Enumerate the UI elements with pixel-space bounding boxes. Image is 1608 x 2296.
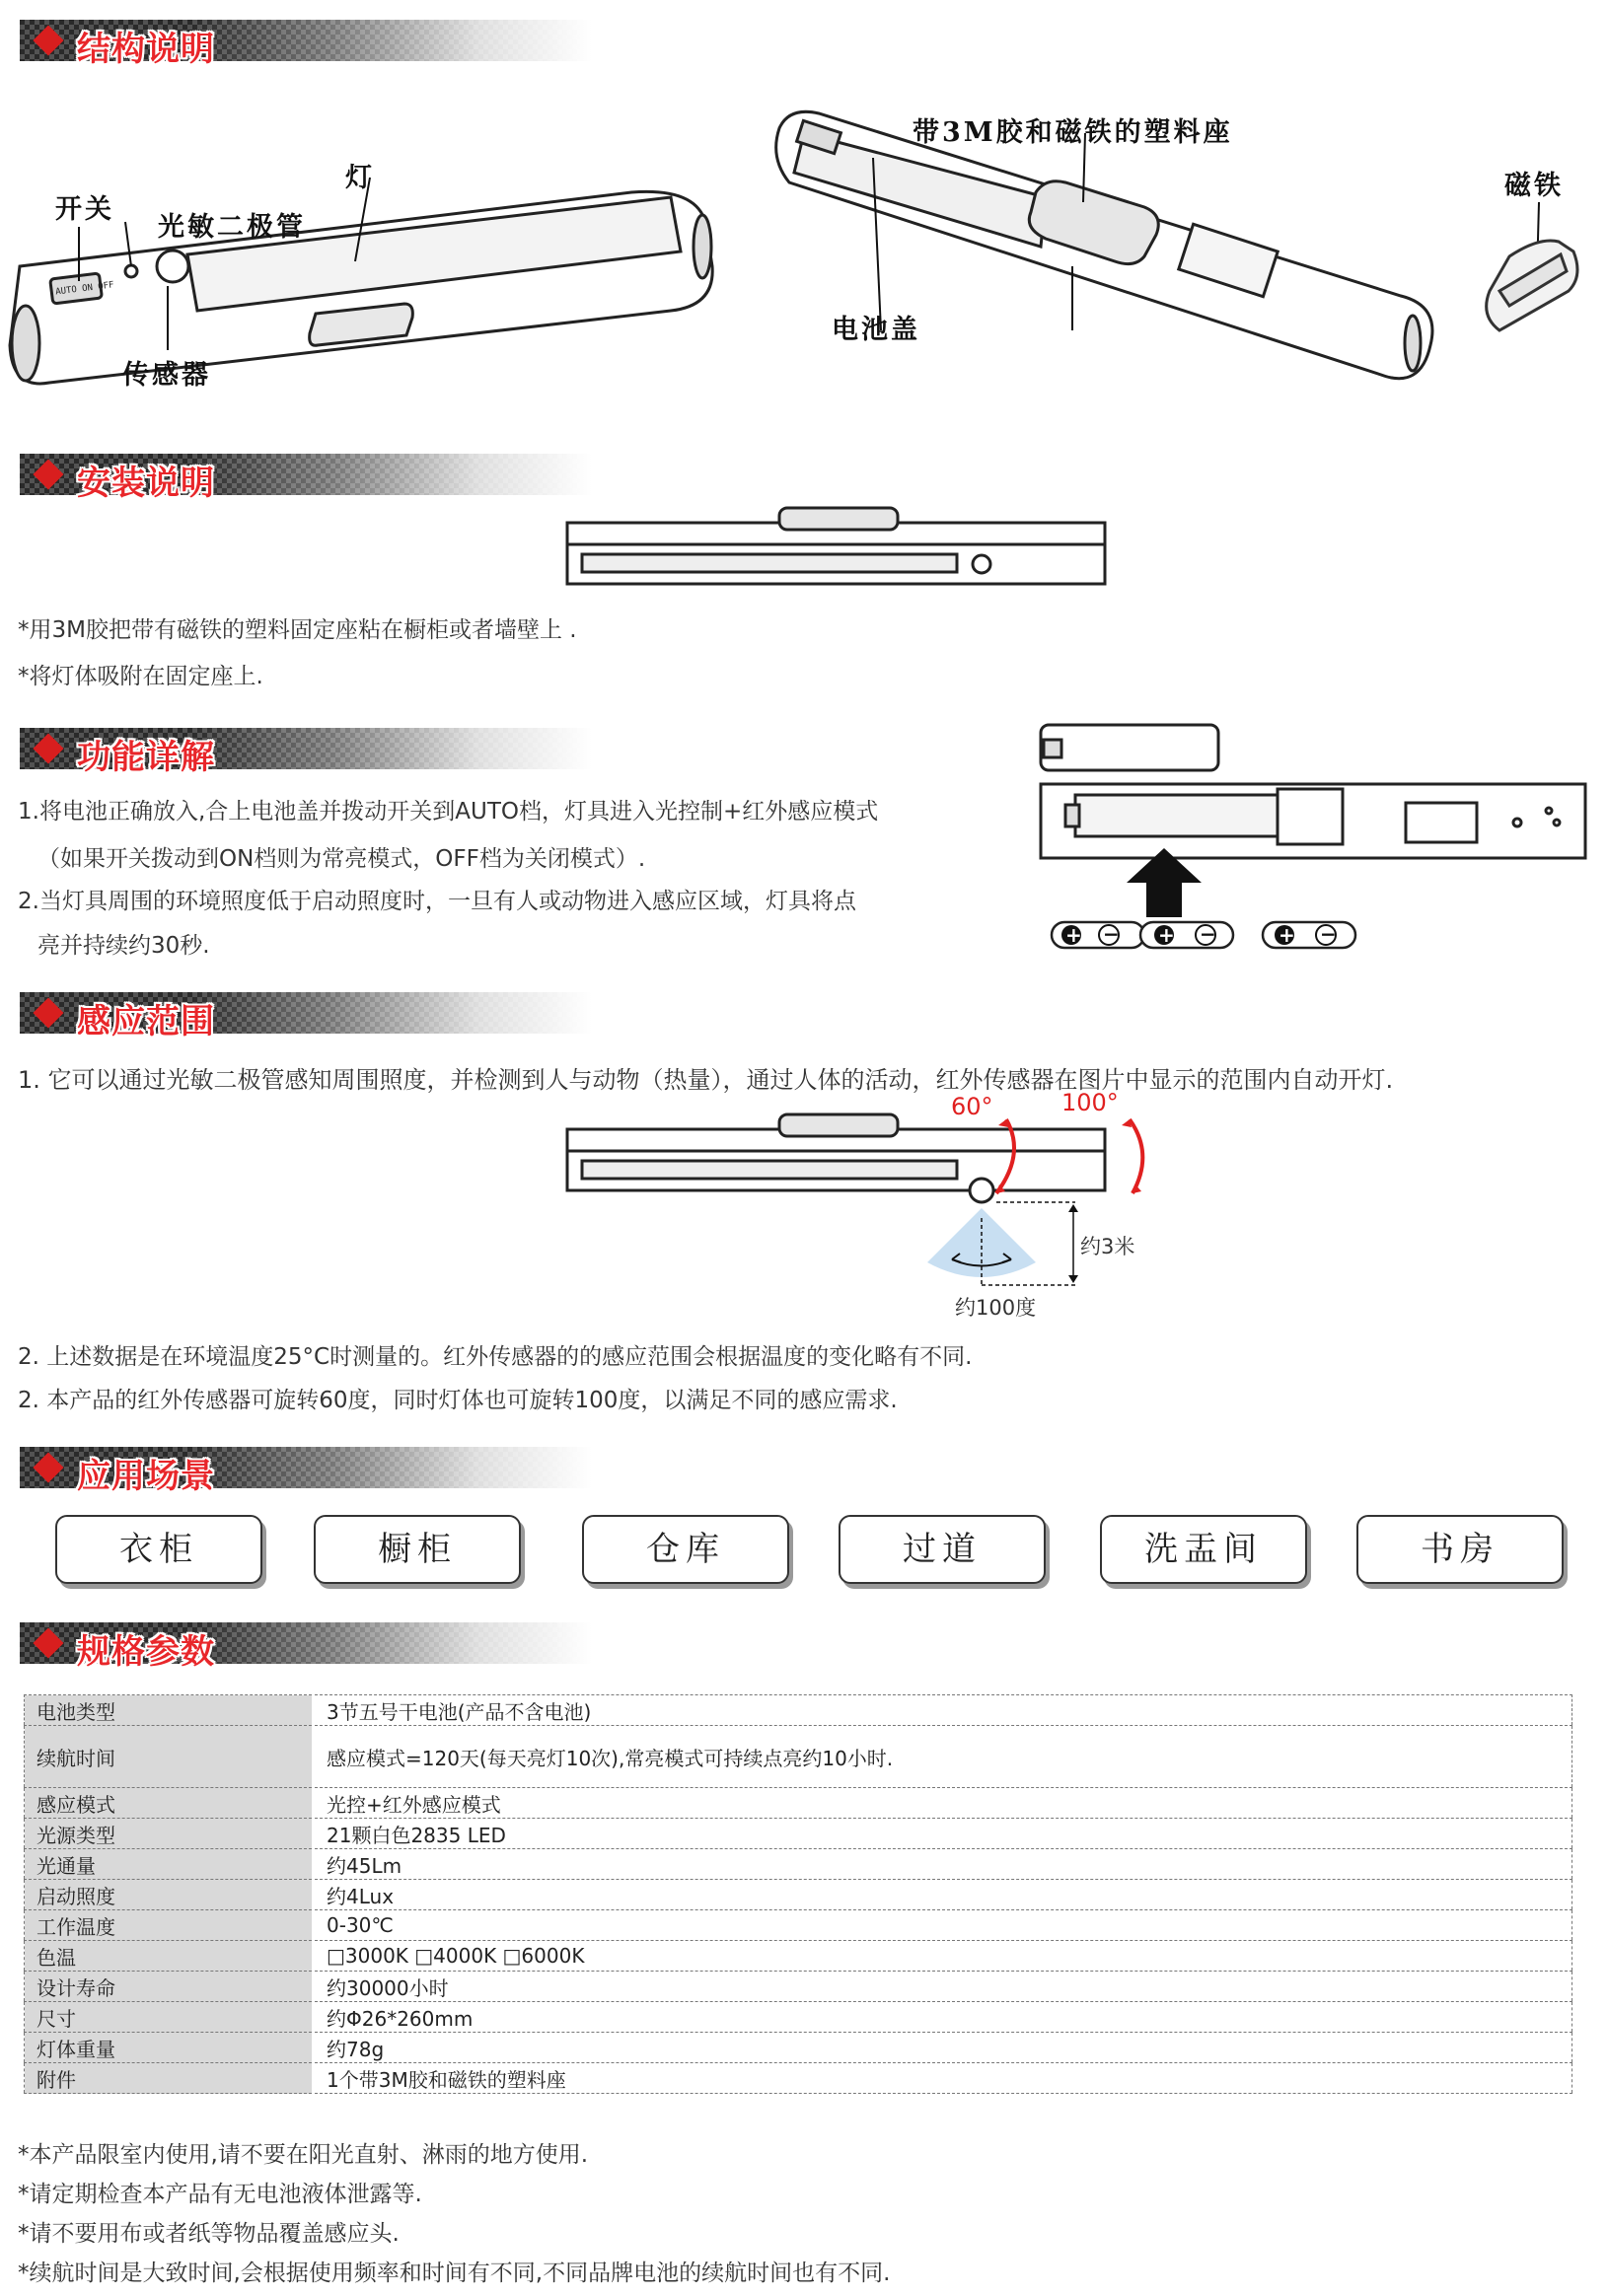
svg-text:+: + (1279, 923, 1295, 947)
spec-table (24, 1694, 1572, 2094)
table-row (25, 1788, 1572, 1819)
section-title: 安装说明 (77, 464, 215, 503)
section-title: 规格参数 (77, 1632, 215, 1672)
label-photodiode: 光敏二极管 (158, 212, 306, 243)
sensing-note-1: 2. 上述数据是在环境温度25°C时测量的。红外传感器的的感应范围会根据温度的变化略有不同. (18, 1344, 973, 1370)
switch-label-text: AUTO ON OFF (54, 280, 115, 298)
spec-value: 感应模式=120天(每天亮灯10次),常亮模式可持续点亮约10小时. (314, 1726, 1572, 1788)
section-header-function (20, 728, 592, 777)
scene-tag: 洗盂间 (1100, 1515, 1307, 1584)
spec-key: 感应模式 (25, 1788, 314, 1819)
install-note-2: *将灯体吸附在固定座上. (18, 664, 263, 689)
spec-key: 色温 (25, 1941, 314, 1972)
svg-text:−: − (1103, 922, 1120, 946)
label-switch: 开关 (55, 194, 114, 225)
footer-note-2: *请定期检查本产品有无电池液体泄露等. (18, 2182, 422, 2207)
spec-key: 灯体重量 (25, 2033, 314, 2063)
spec-value: 光控+红外感应模式 (314, 1788, 1572, 1819)
function-note-1: 1.将电池正确放入,合上电池盖并拨动开关到AUTO档，灯具进入光控制+红外感应模式 (18, 799, 879, 825)
table-row (25, 1880, 1572, 1910)
table-row (25, 1819, 1572, 1849)
function-note-3: 2.当灯具周围的环境照度低于启动照度时，一旦有人或动物进入感应区域，灯具将点 (18, 889, 856, 914)
function-note-4: 亮并持续约30秒. (37, 933, 210, 959)
table-row (25, 2033, 1572, 2063)
section-header-scenes (20, 1447, 592, 1496)
install-note-1: *用3M胶把带有磁铁的塑料固定座粘在橱柜或者墙壁上 . (18, 617, 577, 643)
lamp-angle-label: 100° (1061, 1089, 1119, 1116)
spec-key: 续航时间 (25, 1726, 314, 1788)
table-row (25, 2063, 1572, 2094)
sensor-angle-label: 60° (951, 1093, 993, 1120)
spec-key: 启动照度 (25, 1880, 314, 1910)
section-title: 感应范围 (77, 1002, 215, 1041)
label-lamp: 灯 (345, 163, 375, 193)
section-title: 功能详解 (77, 738, 215, 777)
spec-value: 约30000小时 (314, 1972, 1572, 2002)
magnet-illustration (1470, 197, 1598, 345)
spec-value: 约4Lux (314, 1880, 1572, 1910)
svg-text:−: − (1200, 922, 1216, 946)
footer-note-3: *请不要用布或者纸等物品覆盖感应头. (18, 2221, 400, 2247)
footer-note-4: *续航时间是大致时间,会根据使用频率和时间有不同,不同品牌电池的续航时间也有不同. (18, 2260, 891, 2286)
spec-value: 约Φ26*260mm (314, 2002, 1572, 2033)
spec-key: 工作温度 (25, 1910, 314, 1941)
table-row (25, 1695, 1572, 1726)
spec-value: 3节五号干电池(产品不含电池) (314, 1695, 1572, 1726)
svg-text:+: + (1158, 923, 1175, 947)
spec-key: 电池类型 (25, 1695, 314, 1726)
spec-value: 1个带3M胶和磁铁的塑料座 (314, 2063, 1572, 2094)
table-row (25, 1726, 1572, 1788)
svg-text:−: − (1320, 922, 1337, 946)
table-row (25, 1910, 1572, 1941)
spec-value: 约45Lm (314, 1849, 1572, 1880)
label-battery-cover: 电池盖 (832, 315, 920, 345)
section-header-specs (20, 1622, 592, 1672)
section-header-sensing (20, 992, 592, 1041)
table-row (25, 2002, 1572, 2033)
label-base: 带3M胶和磁铁的塑料座 (913, 117, 1233, 148)
table-row (25, 1972, 1572, 2002)
section-title: 结构说明 (77, 30, 215, 69)
battery-install-illustration (1036, 720, 1598, 957)
sensing-illustration (562, 1100, 1174, 1331)
distance-label: 约3米 (1080, 1235, 1135, 1258)
spec-key: 尺寸 (25, 2002, 314, 2033)
spec-value: 0-30℃ (314, 1910, 1572, 1941)
sensing-note-2: 2. 本产品的红外传感器可旋转60度，同时灯体也可旋转100度，以满足不同的感应需求. (18, 1388, 898, 1413)
spec-key: 附件 (25, 2063, 314, 2094)
section-header-install (20, 454, 592, 503)
spec-value: 21颗白色2835 LED (314, 1819, 1572, 1849)
install-illustration (562, 503, 1115, 592)
scene-tag: 书房 (1356, 1515, 1564, 1584)
spec-key: 设计寿命 (25, 1972, 314, 2002)
scene-tag: 过道 (839, 1515, 1046, 1584)
spec-key: 光通量 (25, 1849, 314, 1880)
scene-tag: 橱柜 (314, 1515, 521, 1584)
section-title: 应用场景 (77, 1457, 215, 1496)
section-header-structure (20, 20, 592, 69)
spec-value: □3000K □4000K □6000K (314, 1941, 1572, 1972)
spec-value: 约78g (314, 2033, 1572, 2063)
table-row (25, 1941, 1572, 1972)
footer-note-1: *本产品限室内使用,请不要在阳光直射、淋雨的地方使用. (18, 2142, 589, 2168)
label-sensor: 传感器 (122, 360, 211, 391)
svg-text:+: + (1065, 923, 1082, 947)
spec-key: 光源类型 (25, 1819, 314, 1849)
scene-tag: 仓库 (582, 1515, 789, 1584)
range-label: 约100度 (955, 1296, 1037, 1320)
table-row (25, 1849, 1572, 1880)
function-note-2: （如果开关拨动到ON档则为常亮模式，OFF档为关闭模式）. (37, 846, 646, 872)
label-magnet: 磁铁 (1504, 171, 1564, 201)
sensing-desc: 1. 它可以通过光敏二极管感知周围照度，并检测到人与动物（热量），通过人体的活动，红外传感器在图片中显示的范围内自动开灯. (18, 1066, 1394, 1094)
scene-tag: 衣柜 (55, 1515, 262, 1584)
